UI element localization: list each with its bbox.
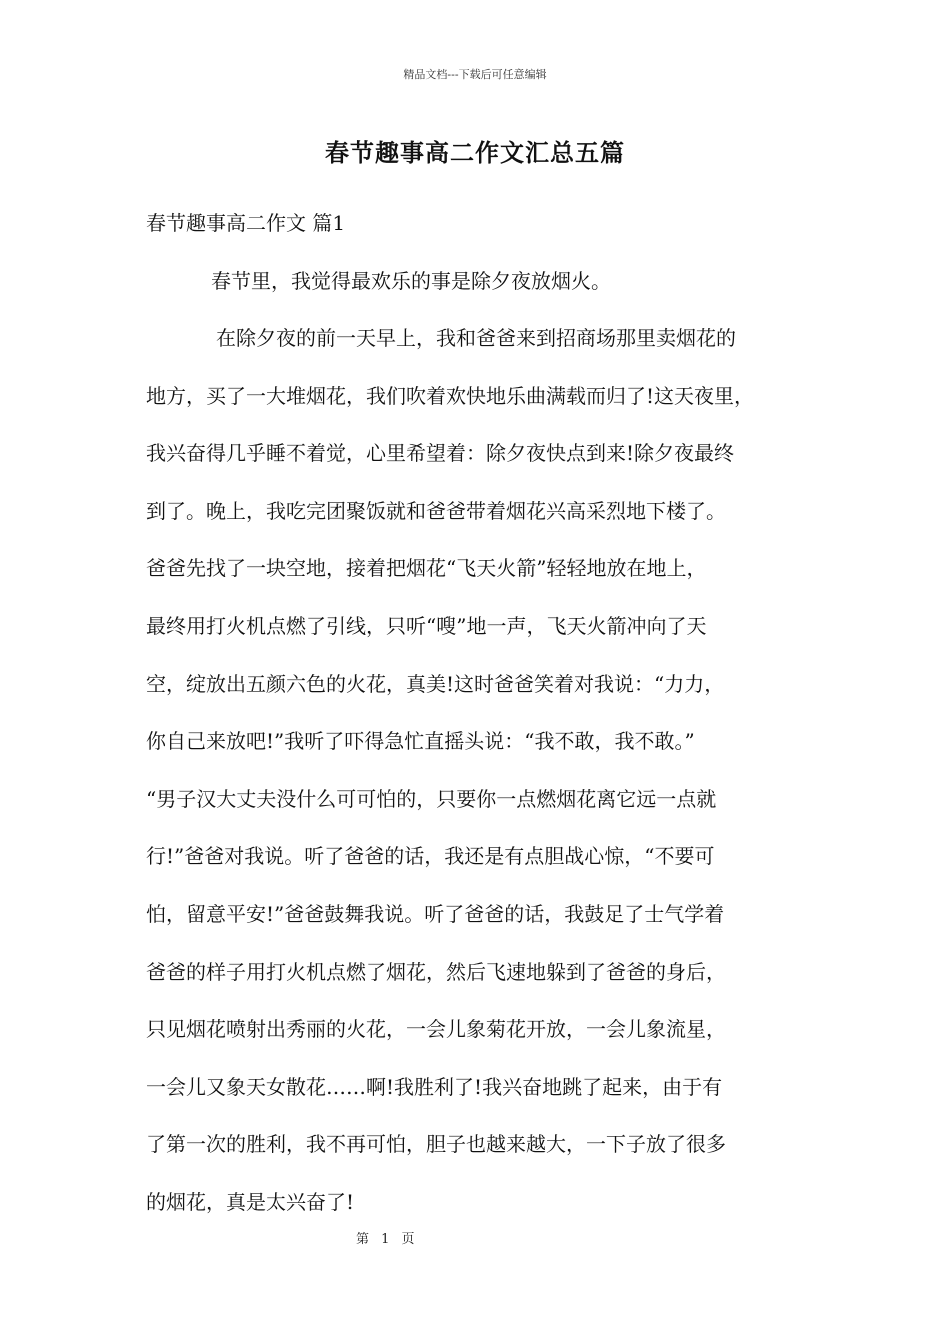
paragraph-line: 最终用打火机点燃了引线，只听“嗖”地一声，飞天火箭冲向了天 [146, 613, 707, 638]
paragraph-line: 地方，买了一大堆烟花，我们吹着欢快地乐曲满载而归了!这天夜里， [146, 383, 755, 408]
paragraph-line: 的烟花，真是太兴奋了! [146, 1189, 355, 1214]
document-title: 春节趣事高二作文汇总五篇 [325, 138, 625, 167]
section-heading: 春节趣事高二作文 篇1 [146, 211, 346, 235]
page-number: 第 1 页 [356, 1232, 419, 1247]
header-note: 精品文档---下载后可任意编辑 [403, 68, 547, 81]
paragraph-line: 一会儿又象天女散花……啊!我胜利了!我兴奋地跳了起来，由于有 [146, 1074, 723, 1099]
paragraph-line: 我兴奋得几乎睡不着觉，心里希望着：除夕夜快点到来!除夕夜最终 [146, 441, 735, 466]
paragraph-line: 行!”爸爸对我说。听了爸爸的话，我还是有点胆战心惊，“不要可 [146, 844, 715, 869]
paragraph-line: 爸爸先找了一块空地，接着把烟花“飞天火箭”轻轻地放在地上， [146, 556, 707, 581]
paragraph-line: 春节里，我觉得最欢乐的事是除夕夜放烟火。 [211, 269, 611, 293]
paragraph-line: 爸爸的样子用打火机点燃了烟花，然后飞速地躲到了爸爸的身后， [146, 959, 726, 984]
paragraph-line: 到了。晚上，我吃完团聚饭就和爸爸带着烟花兴高采烈地下楼了。 [146, 498, 726, 523]
paragraph-1 [146, 253, 822, 311]
paragraph-line: 只见烟花喷射出秀丽的火花，一会儿象菊花开放，一会儿象流星， [146, 1017, 726, 1042]
paragraph-line: “男子汉大丈夫没什么可可怕的，只要你一点燃烟花离它远一点就 [146, 786, 717, 811]
paragraph-line: 在除夕夜的前一天早上，我和爸爸来到招商场那里卖烟花的 [216, 326, 736, 350]
paragraph-line: 了第一次的胜利，我不再可怕，胆子也越来越大，一下子放了很多 [146, 1132, 726, 1157]
paragraph-line: 你自己来放吧!”我听了吓得急忙直摇头说：“我不敢，我不敢。” [146, 729, 695, 754]
paragraph-line: 怕，留意平安!”爸爸鼓舞我说。听了爸爸的话，我鼓足了士气学着 [146, 901, 725, 926]
paragraph-2 [146, 310, 822, 1232]
paragraph-line: 空，绽放出五颜六色的火花，真美!这时爸爸笑着对我说：“力力， [146, 671, 725, 696]
